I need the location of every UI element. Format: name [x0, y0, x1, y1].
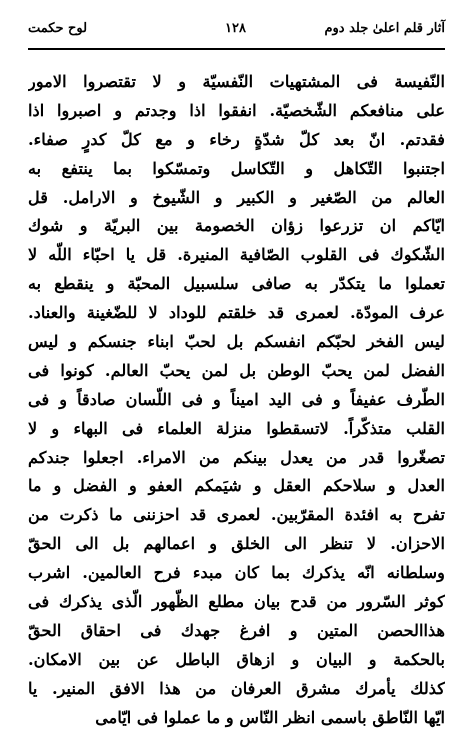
text-line: العدل و سلاحكم العقل و شيَمكم العفو و الفضل و ما [28, 476, 445, 496]
text-line: على منافعكم الشّخصيّة. انفقوا اذا وجدتم و اصبروا اذا [28, 100, 445, 120]
running-header [28, 20, 445, 42]
text-line: وسلطانه انّه يذكرك بما كان مبدء فرح العالمين. اشرب [28, 563, 445, 583]
text-line: الفضل لمن يحبّ الوطن بل لمن يحبّ العالم. كونوا فى [28, 360, 445, 380]
text-line: فقدتم. انّ بعد كلّ شدّةٍ رخاء و مع كلّ كدرٍ صفاء. [28, 129, 445, 149]
page-number: ۱۲۸ [225, 21, 246, 36]
text-line: تصغّروا قدر من يعدل بينكم من الامراء. اجعلوا جندكم [28, 447, 445, 467]
text-line: كوثر السّرور من قدح بيان مطلع الظّهور الّذى يذكرك فى [28, 592, 445, 612]
text-line: بالحكمة و البيان و ازهاق الباطل عن بين الامكان. [28, 649, 445, 669]
chapter-title: لوح حکمت [28, 21, 88, 36]
text-line: الاحزان. لا تنظر الى الخلق و اعمالهم بل الى الحقّ [28, 534, 445, 554]
text-line: تعملوا ما يتكدّر به صافى سلسبيل المحبّة و ينقطع به [28, 274, 445, 294]
text-line: الطّرف عفيفاً و فى اليد اميناً و فى اللّسان صادقاً و فى [28, 389, 445, 409]
text-line: العالم من الصّغير و الكبير و الشّيوخ و الارامل. قل [28, 187, 445, 207]
book-title: آثار قلم اعلیٰ جلد دوم [324, 21, 445, 36]
text-line: الشّكوك فى القلوب الصّافية المنيرة. قل يا احبّاء اللّه لا [28, 245, 445, 265]
text-line: القلب متذكّراً. لاتسقطوا منزلة العلماء فى البهاء و لا [28, 418, 445, 438]
text-line: ليس الفخر لحبّكم انفسكم بل لحبّ ابناء جنسكم و ليس [28, 332, 445, 352]
text-line: ايّاكم ان تزرعوا زؤان الخصومة بين البريّة و شوك [28, 216, 445, 236]
header-rule [28, 48, 445, 50]
text-line: هذاالحصن المتين و افرغ جهدك فى احقاق الحقّ [28, 620, 445, 640]
text-line: اجتنبوا التّكاهل و التّكاسل وتمسّكوا بما ينتفع به [28, 158, 445, 178]
text-line: كذلك يأمرك مشرق العرفان من هذا الافق المنير. يا [28, 678, 445, 698]
text-line: النّفيسة فى المشتهيات النّفسيّة و لا تقتصروا الامور [28, 72, 445, 91]
text-line: تفرح به افئدة المقرّبين. لعمرى قد احزننى ما ذكرت من [28, 505, 445, 525]
text-body [28, 68, 445, 732]
text-line: عرف المودّة. لعمرى قد خلقتم للوداد لا للضّغينة والعناد. [28, 303, 445, 323]
text-line: ايّها النّاطق باسمى انظر النّاس و ما عملوا فى ايّامى [95, 707, 445, 727]
